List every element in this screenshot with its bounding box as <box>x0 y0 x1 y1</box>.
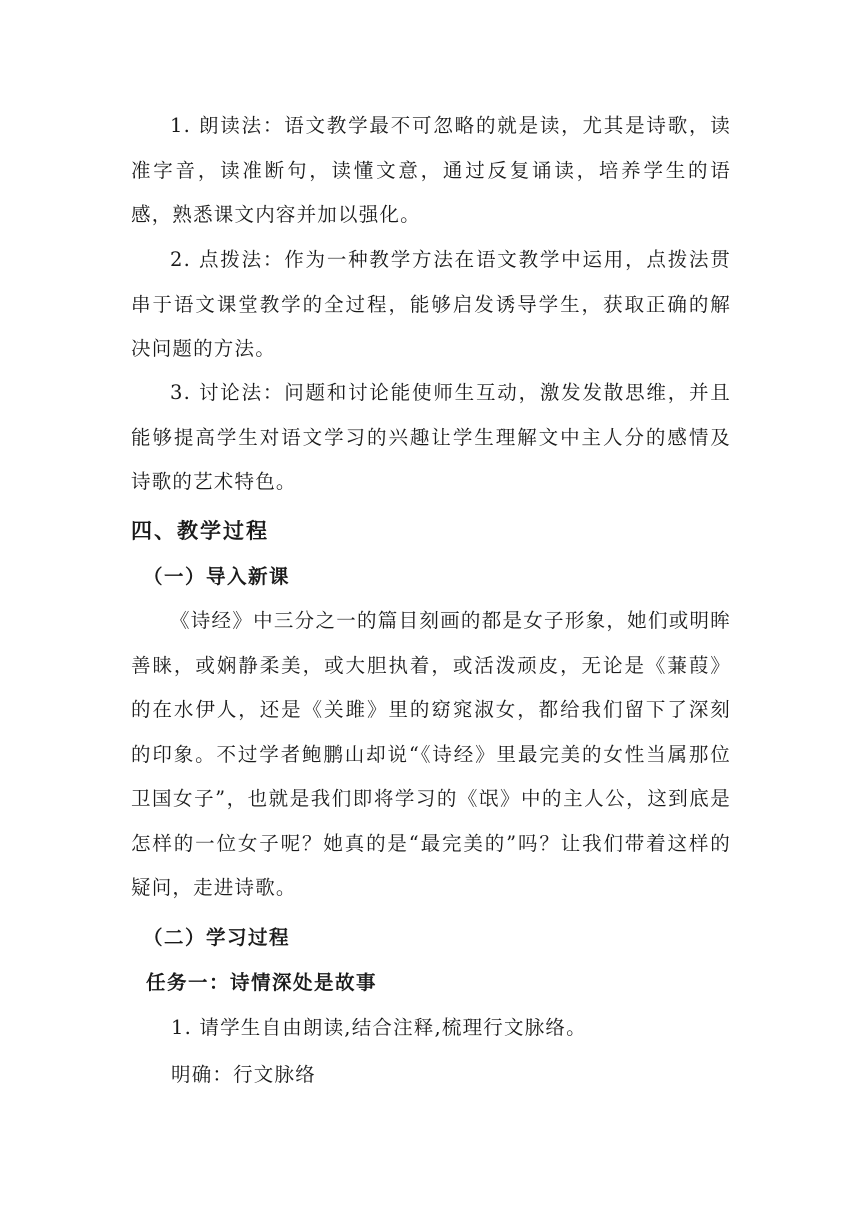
subsection-heading-learning-process: （二）学习过程 <box>143 926 291 949</box>
method-reading-paragraph: 1. 朗读法：语文教学最不可忽略的就是读，尤其是诗歌，读准字音，读准断句，读懂文意，通过反复诵读，培养学生的语感，熟悉课文内容并加以强化。 <box>131 114 731 226</box>
section-heading-teaching-process: 四、教学过程 <box>131 519 269 543</box>
subsection-heading-introduction: （一）导入新课 <box>143 565 291 588</box>
task-one-answer-label: 明确：行文脉络 <box>171 1063 316 1086</box>
method-guidance-paragraph: 2. 点拨法：作为一种教学方法在语文教学中运用，点拨法贯串于语文课堂教学的全过程，能够启发诱导学生，获取正确的解决问题的方法。 <box>131 248 731 360</box>
task-one-step-1: 1. 请学生自由朗读,结合注释,梳理行文脉络。 <box>171 1016 587 1039</box>
task-one-heading: 任务一：诗情深处是故事 <box>146 971 378 994</box>
introduction-paragraph: 《诗经》中三分之一的篇目刻画的都是女子形象，她们或明眸善睐，或娴静柔美，或大胆执着，或活泼顽皮，无论是《蒹葭》的在水伊人，还是《关雎》里的窈窕淑女，都给我们留下了深刻的印象。不过学者鲍鹏山却说“《诗经》里最完美的女性当属那位卫国女子”，也就是我们即将学习的《氓》中的主人公，这到底是怎样的一位女子呢？她真的是“最完美的”吗？让我们带着这样的疑问，走进诗歌。 <box>131 609 731 899</box>
method-discussion-paragraph: 3. 讨论法：问题和讨论能使师生互动，激发发散思维，并且能够提高学生对语文学习的兴趣让学生理解文中主人分的感情及诗歌的艺术特色。 <box>131 381 731 493</box>
